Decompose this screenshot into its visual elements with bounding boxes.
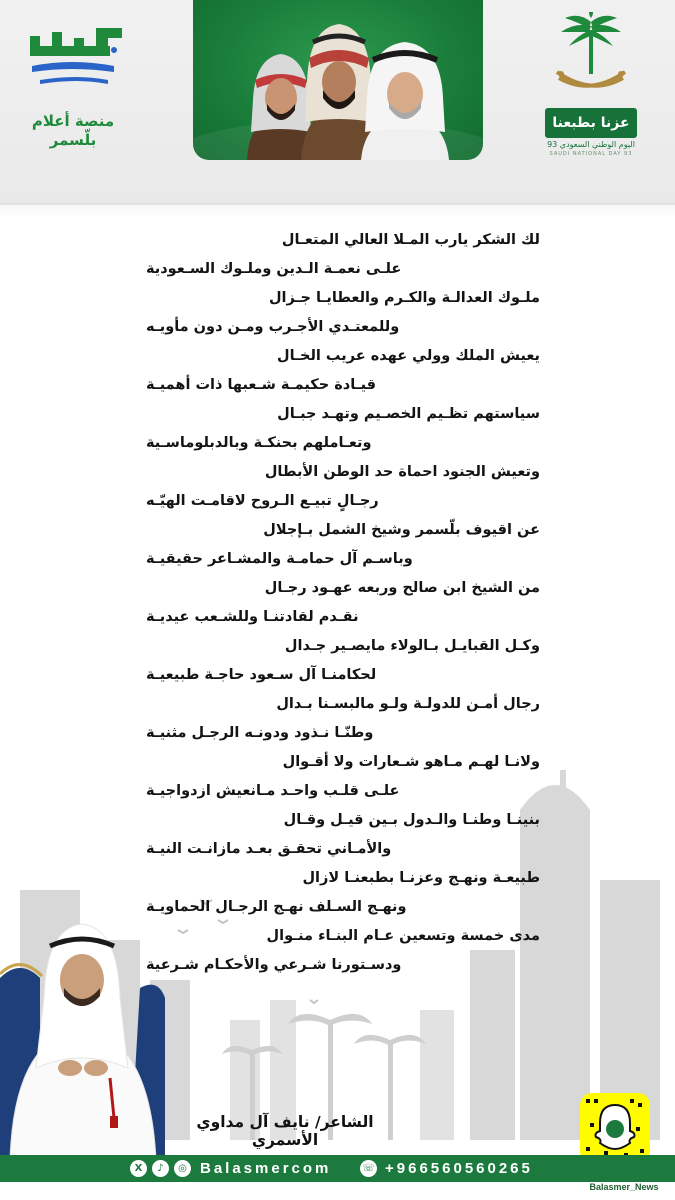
footer-website[interactable]: Balasmercom — [200, 1160, 332, 1177]
verse-1-hemistich-1: لك الشكر يارب المـلا العالي المتعـال — [281, 232, 540, 248]
verse-11-hemistich-2: والأمـاني تحقـق بعـد مازانـت النيـة — [146, 841, 392, 857]
logo-caption — [18, 112, 128, 150]
verse-9-hemistich-2: وطنّـا نـذود ودونـه الرجـل مثنيـة — [146, 725, 374, 741]
portrait-king-salman — [357, 32, 453, 160]
whatsapp-icon[interactable]: ☏ — [360, 1160, 377, 1177]
verse-8-hemistich-1: وكـل القبايـل بـالولاء مايصـير جـدال — [284, 638, 540, 654]
footer-contacts — [0, 1155, 560, 1182]
footer-phone[interactable]: +966560560265 — [385, 1160, 533, 1177]
snapchat-qr-code[interactable] — [580, 1093, 650, 1163]
snapchat-handle[interactable]: Balasmer_News — [589, 1182, 659, 1192]
verse-4-hemistich-1: سياستهم تظـيم الخصـيم وتهـد جبـال — [277, 406, 540, 422]
verse-10-hemistich-1: ولانـا لهـم مـاهو شـعارات ولا أقـوال — [282, 754, 540, 770]
verse-6-hemistich-1: عن اقيوف بلّسمر وشيخ الشمل بـإجلال — [263, 522, 540, 538]
balasmer-logo — [18, 28, 128, 158]
verse-4-hemistich-2: وتعـاملهم بحنكـة وبالدبلوماسـية — [146, 435, 372, 451]
tiktok-icon[interactable]: ♪ — [152, 1160, 169, 1177]
footer-bar — [0, 1155, 675, 1182]
verse-13-hemistich-2: ودسـتورنا شـرعي والأحكـام شـرعية — [146, 957, 402, 973]
header-band — [0, 0, 675, 205]
verse-2-hemistich-2: وللمعتـدي الأجـرب ومـن دون مأويـه — [146, 319, 400, 335]
poem — [140, 226, 540, 980]
leaders-portrait-card — [193, 0, 483, 160]
poet-photo — [0, 918, 165, 1160]
national-day-subtitle-en: SAUDI NATIONAL DAY 93 — [549, 151, 633, 157]
x-icon[interactable]: X — [130, 1160, 147, 1177]
verse-12-hemistich-1: طبيعـة ونهـج وعزنـا بطبعنـا لازال — [302, 870, 540, 886]
poet-signature: الشاعر/ نايف آل مداوي الأسمري — [196, 1113, 374, 1149]
logo-caption-line2: بلّسمر — [49, 131, 97, 149]
verse-8-hemistich-2: لحكامنـا آل سـعود حاجـة طبيعيـة — [146, 667, 377, 683]
verse-3-hemistich-1: يعيش الملك وولي عهده عريب الخـال — [277, 348, 540, 364]
verse-13-hemistich-1: مدى خمسة وتسعين عـام البنـاء منـوال — [266, 928, 540, 944]
balasmer-logo-mark — [22, 28, 122, 98]
verse-7-hemistich-1: من الشيخ ابن صالح وربعه عهـود رجـال — [264, 580, 540, 596]
verse-10-hemistich-2: علـى قلـب واحـد مـانعيش ازدواجيـة — [146, 783, 400, 799]
verse-5-hemistich-2: رجـالٍ تبيـع الـروح لاقامـت الهيّـه — [146, 493, 379, 509]
verse-12-hemistich-2: ونهـج السـلف نهـج الرجـال الحماويـة — [146, 899, 407, 915]
national-day-emblem — [545, 12, 637, 162]
verse-11-hemistich-1: بنينـا وطنـا والـدول بـين قيـل وقـال — [283, 812, 540, 828]
verse-6-hemistich-2: وباسـم آل حمامـة والمشـاعر حقيقيـة — [146, 551, 413, 567]
verse-2-hemistich-1: ملـوك العدالـة والكـرم والعطايـا جـزال — [268, 290, 540, 306]
verse-9-hemistich-1: رجال أمـن للدولـة ولـو مالبسـنا بـدال — [276, 696, 540, 712]
snapchat-ghost-icon — [580, 1093, 650, 1163]
national-day-subtitle: اليوم الوطني السعودي 93 — [547, 140, 635, 149]
national-day-slogan: عزنا بطبعنا — [545, 108, 637, 138]
verse-7-hemistich-2: نقـدم لقادتنـا وللشـعب عيديـة — [146, 609, 359, 625]
logo-caption-line1: منصة أعلام — [31, 112, 115, 130]
verse-5-hemistich-1: وتعيش الجنود احماة حد الوطن الأبطال — [264, 464, 540, 480]
verse-3-hemistich-2: قيـادة حكيمـة شـعبها ذات أهميـة — [146, 377, 377, 393]
palm-swords-emblem-icon — [551, 12, 631, 104]
verse-1-hemistich-2: علـى نعمـة الـدين وملـوك السـعودية — [146, 261, 402, 277]
instagram-icon[interactable]: ◎ — [174, 1160, 191, 1177]
